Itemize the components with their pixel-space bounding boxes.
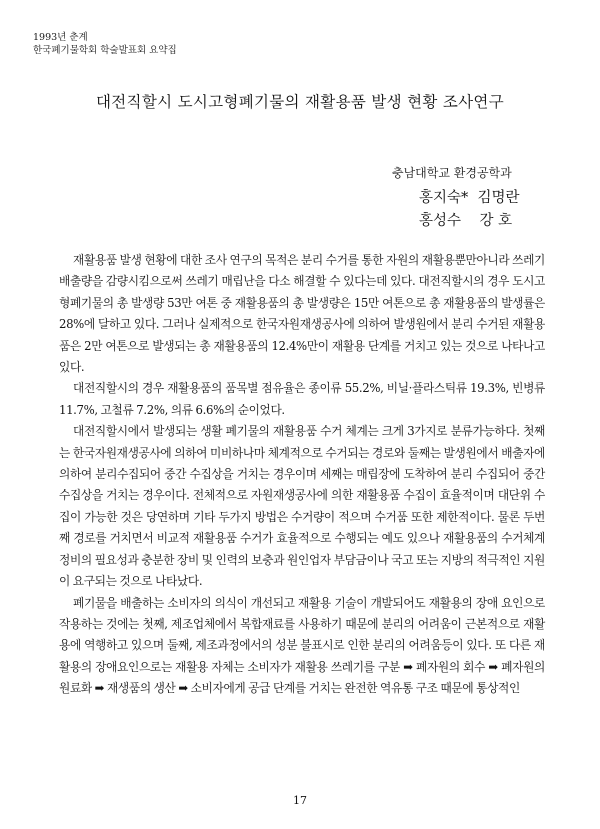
- paragraph-purpose: 재활용품 발생 현황에 대한 조사 연구의 목적은 분리 수거를 통한 자원의 재활용뿐만아니라 쓰레기 배출량을 감량시킴으로써 쓰레기 매립난을 다소 해결할 수 있다는데 있다. 대전직할시의 경우 도시고형폐기물의 총 발생량 53만 여톤 중 재활용품의 총 발생량은 15만 여톤으로 총 재활용품의 발생률은 28%에 달하고 있다. 그러나 실제적으로 한국자원재생공사에 의하여 발생원에서 분리 수거된 재활용품은 2만 여톤으로 발생되는 총 재활용품의 12.4%만이 재활용 단계를 거치고 있는 것으로 나타나고 있다.: [59, 253, 545, 375]
- header-season: 1993년 춘계: [33, 32, 88, 43]
- paragraph-composition: 대전직할시의 경우 재활용품의 품목별 점유율은 종이류 55.2%, 비닐·플라스틱류 19.3%, 빈병류 11.7%, 고철류 7.2%, 의류 6.6%의 순이었다.: [59, 381, 545, 417]
- author-affiliation: 충남대학교 환경공학과: [392, 166, 512, 180]
- proceedings-header: [33, 31, 177, 57]
- author-names-line-2: 홍성수 강 호: [419, 213, 513, 229]
- paragraph-collection-system: 대전직할시에서 발생되는 생활 폐기물의 재활용품 수거 체계는 크게 3가지로 분류가능하다. 첫째는 한국자원재생공사에 의하여 미비하나마 체계적으로 수거되는 경로와 둘째는 발생원에서 배출자에 의하여 분리수집되어 중간 수집상을 거치는 경우이며 세째는 매립장에 도착하여 분리 수집되어 중간 수집상을 거치는 경우이다. 전체적으로 자원재생공사에 의한 재활용품 수집이 효율적이며 대단위 수집이 가능한 것은 당연하며 기타 두가지 방법은 수거량이 적으며 수거품 또한 제한적이다. 물론 두번째 경로를 거치면서 비교적 재활용품 수거가 효율적으로 수행되는 예도 있으나 재활용품의 수거체계 정비의 필요성과 충분한 장비 및 인력의 보충과 원인업자 부담금이나 국고 또는 지방의 적극적인 지원이 요구되는 것으로 나타났다.: [59, 424, 545, 589]
- paper-title: 대전직할시 도시고형폐기물의 재활용품 발생 현황 조사연구: [96, 93, 504, 111]
- paragraph-obstacles: 폐기물을 배출하는 소비자의 의식이 개선되고 재활용 기술이 개발되어도 재활용의 장애 요인으로 작용하는 것에는 첫째, 제조업체에서 복합재료를 사용하기 때문에 분리의 어려움이 근본적으로 재활용에 역행하고 있으며 둘째, 제조과정에서의 성분 불표시로 인한 분리의 어려움등이 있다. 또 다른 재활용의 장애요인으로는 재활용 자체는 소비자가 재활용 쓰레기를 구분 ➡ 폐자원의 회수 ➡ 폐자원의 원료화 ➡ 재생품의 생산 ➡ 소비자에게 공급 단계를 거치는 완전한 역유통 구조 때문에 통상적인: [59, 595, 545, 696]
- header-proceedings: 한국폐기물학회 학술발표회 요약집: [33, 45, 177, 56]
- body-text: [59, 250, 545, 700]
- page-number: 17: [293, 794, 307, 807]
- author-names-line-1: 홍지숙* 김명란: [419, 190, 520, 206]
